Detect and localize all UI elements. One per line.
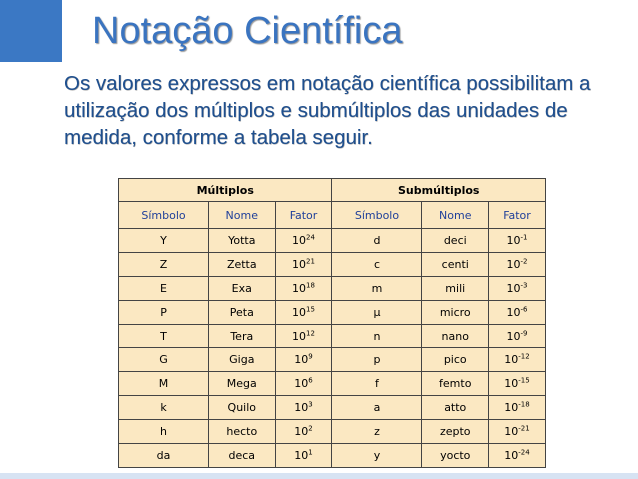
accent-bar <box>0 0 62 62</box>
multiple-symbol: h <box>119 420 209 444</box>
col-nome-sub: Nome <box>422 202 489 229</box>
submultiple-name: atto <box>422 396 489 420</box>
multiple-factor: $10^1$ <box>275 444 332 468</box>
table-row <box>119 300 546 324</box>
table-row <box>119 420 546 444</box>
multiple-symbol: da <box>119 444 209 468</box>
multiple-symbol: Y <box>119 229 209 253</box>
submultiple-symbol: n <box>332 324 422 348</box>
submultiple-factor: $10^{-12}$ <box>489 348 546 372</box>
table-row <box>119 396 546 420</box>
submultiple-name: mili <box>422 276 489 300</box>
multiple-factor: $10^{15}$ <box>275 300 332 324</box>
table-row <box>119 372 546 396</box>
submultiple-factor: $10^{-21}$ <box>489 420 546 444</box>
col-simbolo-sub: Símbolo <box>332 202 422 229</box>
multiple-name: Giga <box>209 348 276 372</box>
submultiple-name: nano <box>422 324 489 348</box>
submultiple-symbol: y <box>332 444 422 468</box>
submultiple-factor: $10^{-2}$ <box>489 252 546 276</box>
submultiple-factor: $10^{-24}$ <box>489 444 546 468</box>
table-row <box>119 444 546 468</box>
submultiple-factor: $10^{-18}$ <box>489 396 546 420</box>
multiple-name: Exa <box>209 276 276 300</box>
multiple-symbol: E <box>119 276 209 300</box>
submultiple-symbol: f <box>332 372 422 396</box>
table-row <box>119 252 546 276</box>
col-fator-mult: Fator <box>275 202 332 229</box>
multiple-name: deca <box>209 444 276 468</box>
multiple-factor: $10^{12}$ <box>275 324 332 348</box>
table-row <box>119 276 546 300</box>
multiple-factor: $10^{24}$ <box>275 229 332 253</box>
multiple-symbol: G <box>119 348 209 372</box>
column-header-row <box>119 202 546 229</box>
bottom-strip <box>0 473 638 479</box>
submultiple-name: femto <box>422 372 489 396</box>
col-nome-mult: Nome <box>209 202 276 229</box>
col-fator-sub: Fator <box>489 202 546 229</box>
slide-title: Notação Científica <box>92 10 403 52</box>
side-margin <box>0 62 62 479</box>
submultiple-name: micro <box>422 300 489 324</box>
multiple-symbol: P <box>119 300 209 324</box>
multiple-symbol: Z <box>119 252 209 276</box>
col-simbolo-mult: Símbolo <box>119 202 209 229</box>
table-row <box>119 324 546 348</box>
multiple-factor: $10^{18}$ <box>275 276 332 300</box>
multiple-factor: $10^2$ <box>275 420 332 444</box>
submultiple-symbol: a <box>332 396 422 420</box>
submultiple-name: yocto <box>422 444 489 468</box>
multiple-name: Peta <box>209 300 276 324</box>
multiple-name: Quilo <box>209 396 276 420</box>
multiple-factor: $10^{21}$ <box>275 252 332 276</box>
group-multiplos: Múltiplos <box>119 179 332 202</box>
table-row <box>119 348 546 372</box>
multiple-factor: $10^3$ <box>275 396 332 420</box>
multiple-symbol: M <box>119 372 209 396</box>
multiple-name: Mega <box>209 372 276 396</box>
multiple-symbol: T <box>119 324 209 348</box>
multiple-name: Tera <box>209 324 276 348</box>
prefix-table <box>118 178 546 468</box>
multiple-factor: $10^9$ <box>275 348 332 372</box>
multiple-name: hecto <box>209 420 276 444</box>
submultiple-factor: $10^{-6}$ <box>489 300 546 324</box>
submultiple-factor: $10^{-3}$ <box>489 276 546 300</box>
table-row <box>119 229 546 253</box>
submultiple-name: zepto <box>422 420 489 444</box>
submultiple-symbol: p <box>332 348 422 372</box>
intro-text: Os valores expressos em notação científica possibilitam a utilização dos múltiplos e submúltiplos das unidades de medida, conforme a tabela seguir. <box>64 72 591 149</box>
submultiple-name: centi <box>422 252 489 276</box>
multiple-factor: $10^6$ <box>275 372 332 396</box>
group-submultiplos: Submúltiplos <box>332 179 546 202</box>
multiple-name: Zetta <box>209 252 276 276</box>
submultiple-symbol: µ <box>332 300 422 324</box>
multiple-name: Yotta <box>209 229 276 253</box>
submultiple-symbol: z <box>332 420 422 444</box>
submultiple-name: deci <box>422 229 489 253</box>
submultiple-symbol: d <box>332 229 422 253</box>
submultiple-symbol: m <box>332 276 422 300</box>
submultiple-factor: $10^{-9}$ <box>489 324 546 348</box>
submultiple-name: pico <box>422 348 489 372</box>
submultiple-factor: $10^{-15}$ <box>489 372 546 396</box>
multiple-symbol: k <box>119 396 209 420</box>
submultiple-factor: $10^{-1}$ <box>489 229 546 253</box>
submultiple-symbol: c <box>332 252 422 276</box>
group-header-row <box>119 179 546 202</box>
